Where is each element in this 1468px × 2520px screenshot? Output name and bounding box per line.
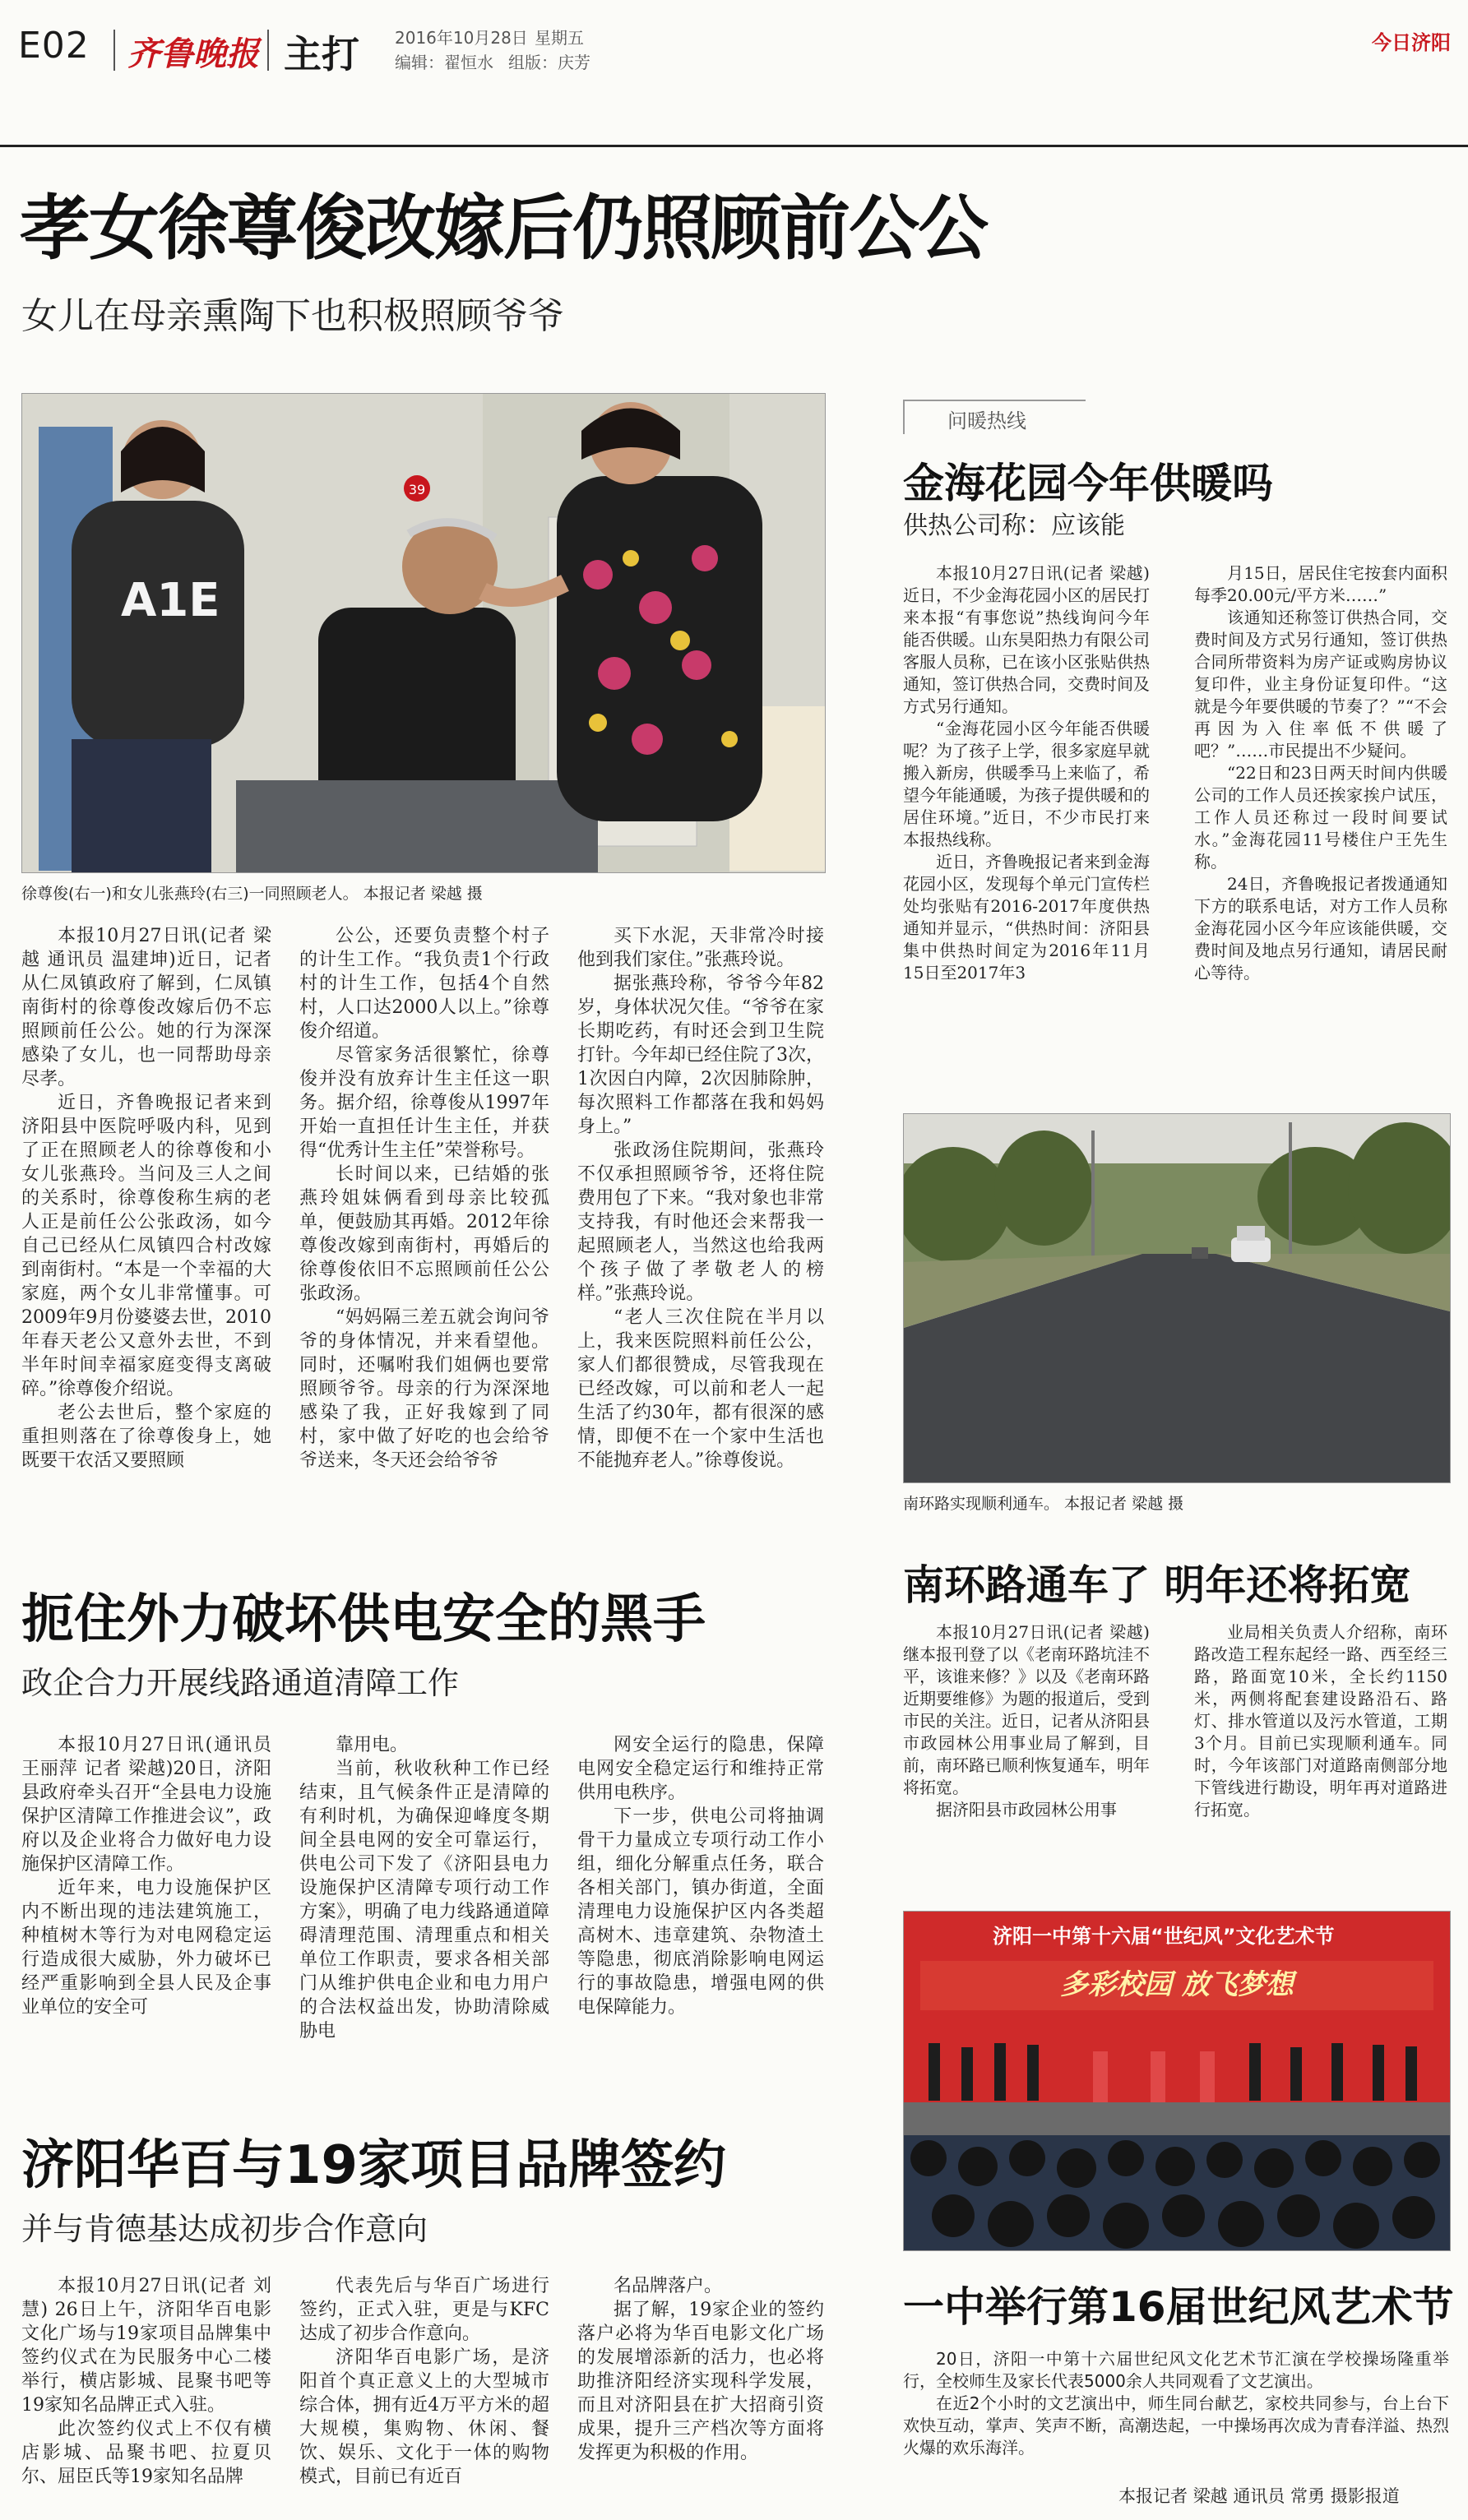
paragraph: 月15日，居民住宅按套内面积每季20.00元/平方米……”: [1194, 563, 1447, 605]
issue-weekday: 星期五: [535, 28, 584, 48]
road-body-col2: [1194, 1621, 1447, 1868]
lead-subhead: 女儿在母亲熏陶下也积极照顾爷爷: [21, 295, 564, 337]
paragraph: 靠用电。: [336, 1735, 409, 1755]
paragraph: 近年来，电力设施保护区内不断出现的违法建筑施工，种植树木等行为对电网稳定运行造成很大威胁，外力破坏已经严重影响到全县人民及企事业单位的安全可: [21, 1878, 271, 2018]
paragraph: 长时间以来，已结婚的张燕玲姐妹俩看到母亲比较孤单，便鼓励其再婚。2012年徐尊俊改嫁到南街村，再婚后的徐尊俊依旧不忘照顾前任公公张政汤。: [299, 1164, 549, 1304]
section-title: 主打: [284, 32, 359, 76]
shirt-print: A1E: [121, 574, 220, 627]
art-body: [903, 2348, 1449, 2471]
paragraph: 网安全运行的隐患，保障电网安全稳定运行和维持正常供用电秩序。: [577, 1735, 824, 1803]
masthead-rule: [0, 145, 1468, 147]
art-headline: 一中举行第16届世纪风艺术节: [903, 2283, 1454, 2331]
paragraph: 本报10月27日讯(通讯员 王丽萍 记者 梁越)20日，济阳县政府牵头召开“全县电力设施保护区清障工作推进会议”，政府以及企业将合力做好电力设施保护区清障工作。: [21, 1735, 271, 1875]
issue-date: 2016年10月28日: [395, 28, 528, 48]
lead-body-col1: [21, 924, 271, 1516]
paragraph: 本报10月27日讯(记者 梁越) 近日，不少金海花园小区的居民打来本报“有事您说”热线询问今年能否供暖。山东昊阳热力有限公司客服人员称，已在该小区张贴供热通知，签订供热合同，交费时间及方式另行通知。: [903, 563, 1150, 716]
paragraph: 在近2个小时的文艺演出中，师生同台献艺，家校共同参与，台上台下欢快互动，掌声、笑声不断，高潮迭起，一中操场再次成为青春洋溢、热烈火爆的欢乐海洋。: [903, 2393, 1449, 2458]
art-photo: [903, 1911, 1451, 2251]
paragraph: 本报10月27日讯(记者 刘慧) 26日上午，济阳华百电影文化广场与19家项目品牌集中签约仪式在为民服务中心二楼举行，横店影城、昆聚书吧等19家知名品牌正式入驻。: [21, 2276, 271, 2416]
huabai-headline: 济阳华百与19家项目品牌签约: [21, 2135, 727, 2196]
road-body-col1: [903, 1621, 1150, 1868]
lead-photo-caption: 徐尊俊(右一)和女儿张燕玲(右三)一同照顾老人。 本报记者 梁越 摄: [21, 885, 483, 903]
lead-body-col3: [577, 924, 824, 1516]
paragraph: 据了解，19家企业的签约落户必将为华百电影文化广场的发展增添新的活力，也必将助推济阳经济实现科学发展，而且对济阳县在扩大招商引资成果，提升三产档次等方面将发挥更为积极的作用。: [577, 2300, 824, 2463]
paragraph: 该通知还称签订供热合同，交费时间及方式另行通知，签订供热合同所带资料为房产证或购房协议复印件，业主身份证复印件。“这就是今年要供暖的节奏了？”“不会再因为入住率低不供暖了吧？”……市民提出不少疑问。: [1194, 608, 1447, 761]
heating-headline: 金海花园今年供暖吗: [903, 460, 1273, 507]
ward-number: 39: [408, 482, 426, 497]
stage-slogan: 多彩校园 放飞梦想: [1060, 1968, 1294, 2001]
power-body-col1: [21, 1733, 271, 2062]
heating-body-col2: [1194, 562, 1447, 1056]
paragraph: 下一步，供电公司将抽调骨干力量成立专项行动工作小组，细化分解重点任务，联合各相关部门，镇办街道，全面清理电力设施保护区内各类超高树木、违章建筑、杂物渣土等隐患，彻底消除影响电网运行的事故隐患，增强电网的供电保障能力。: [577, 1806, 824, 2018]
heating-body-col1: [903, 562, 1150, 1056]
page-code: E02: [18, 25, 90, 67]
paragraph: 张政汤住院期间，张燕玲不仅承担照顾爷爷，还将住院费用包了下来。“我对象也非常支持我，有时他还会来帮我一起照顾老人，当然这也给我两个孩子做了孝敬老人的榜样。”张燕玲说。: [577, 1140, 824, 1304]
paragraph: 业局相关负责人介绍称，南环路改造工程东起经一路、西至经三路，路面宽10米，全长约1150米，两侧将配套建设路沿石、路灯、排水管道以及污水管道，工期3个月。目前已实现顺利通车。同时，今年该部门对道路南侧部分地下管线进行勘设，明年再对道路进行拓宽。: [1194, 1622, 1447, 1819]
paragraph: “老人三次住院在半月以上，我来医院照料前任公公，家人们都很赞成，尽管我现在已经改嫁，可以前和老人一起生活了约30年，都有很深的感情，即便不在一个家中生活也不能抛弃老人。”徐尊俊说。: [577, 1307, 824, 1471]
paragraph: 代表先后与华百广场进行签约，正式入驻，更是与KFC达成了初步合作意向。: [299, 2276, 549, 2344]
road-scene: [904, 1114, 1450, 1482]
paragraph: “金海花园小区今年能否供暖呢？为了孩子上学，很多家庭早就搬入新房，供暖季马上来临了，希望今年能通暖，为孩子提供暖和的居住环境。”近日，不少市民打来本报热线称。: [903, 719, 1150, 849]
paragraph: 济阳华百电影广场，是济阳首个真正意义上的大型城市综合体，拥有近4万平方米的超大规模，集购物、休闲、餐饮、娱乐、文化于一体的购物模式，目前已有近百: [299, 2347, 549, 2487]
lead-body-col2: [299, 924, 549, 1516]
road-photo: [903, 1113, 1451, 1483]
paper-logo: 齐鲁晚报: [127, 35, 259, 73]
power-body-col2: [299, 1733, 549, 2062]
festival-banner: 济阳一中第十六届“世纪风”文化艺术节: [993, 1925, 1335, 1948]
paragraph: 名品牌落户。: [614, 2276, 723, 2296]
paragraph: 本报10月27日讯(记者 梁越) 继本报刊登了以《老南环路坑洼不平，该谁来修？》以及《老南环路近期要维修》为题的报道后，受到市民的关注。近日，记者从济阳县市政园林公用事业局了解到，目前，南环路已顺利恢复通车，明年将拓宽。: [903, 1622, 1150, 1797]
power-body-col3: [577, 1733, 824, 2062]
paragraph: 老公去世后，整个家庭的重担则落在了徐尊俊身上，她既要干农活又要照顾: [21, 1403, 271, 1471]
edition-name: 今日济阳: [1372, 31, 1451, 54]
huabai-body-col1: [21, 2274, 271, 2513]
column-tag: 问暖热线: [947, 409, 1026, 432]
paragraph: 当前，秋收秋种工作已经结束，且气候条件正是清障的有利时机，为确保迎峰度冬期间全县电网的安全可靠运行，供电公司下发了《济阳县电力设施保护区清障专项行动工作方案》，明确了电力线路通道障碍清理范围、清理重点和相关单位工作职责，要求各相关部门从维护供电企业和电力用户的合法权益出发，协助清除威胁电: [299, 1759, 549, 2041]
editor-credit: 编辑：翟恒水: [395, 53, 493, 72]
road-photo-caption: 南环路实现顺利通车。 本报记者 梁越 摄: [903, 1495, 1184, 1513]
paragraph: 据张燕玲称，爷爷今年82岁，身体状况欠佳。“爷爷在家长期吃药，有时还会到卫生院打针。今年却已经住院了3次，1次因白内障，2次因肺除肿，每次照料工作都落在我和妈妈身上。”: [577, 973, 824, 1137]
lead-headline: 孝女徐尊俊改嫁后仍照顾前公公: [20, 187, 987, 270]
road-headline: 南环路通车了 明年还将拓宽: [903, 1561, 1411, 1609]
paragraph: 此次签约仪式上不仅有横店影城、品聚书吧、拉夏贝尔、屈臣氏等19家知名品牌: [21, 2419, 271, 2487]
heating-subhead: 供热公司称：应该能: [903, 511, 1125, 540]
divider: [267, 30, 269, 71]
layout-credit: 组版：庆芳: [508, 53, 590, 72]
paragraph: 公公，还要负责整个村子的计生工作。“我负责1个行政村的计生工作，包括4个自然村，人口达2000人以上。”徐尊俊介绍道。: [299, 926, 549, 1042]
paragraph: “妈妈隔三差五就会询问爷爷的身体情况，并来看望他。同时，还嘱咐我们姐俩也要常照顾爷爷。母亲的行为深深地感染了我，正好我嫁到了同村，家中做了好吃的也会给爷爷送来，冬天还会给爷爷: [299, 1307, 549, 1471]
huabai-body-col2: [299, 2274, 549, 2513]
paragraph: 本报10月27日讯(记者 梁越 通讯员 温建坤)近日，记者从仁凤镇政府了解到，仁凤镇南街村的徐尊俊改嫁后仍不忘照顾前任公公。她的行为深深感染了女儿，也一同帮助母亲尽孝。: [21, 926, 271, 1089]
art-credit: 本报记者 梁越 通讯员 常勇 摄影报道: [1118, 2486, 1400, 2506]
paragraph: 买下水泥，天非常冷时接他到我们家住。”张燕玲说。: [577, 926, 824, 970]
power-subhead: 政企合力开展线路通道清障工作: [21, 1665, 460, 1701]
lead-photo: [21, 393, 826, 873]
paragraph: 尽管家务活很繁忙，徐尊俊并没有放弃计生主任这一职务。据介绍，徐尊俊从1997年开始一直担任计生主任，并获得“优秀计生主任”荣誉称号。: [299, 1045, 549, 1161]
paragraph: “22日和23日两天时间内供暖公司的工作人员还挨家挨户试压，工作人员还称过一段时间要试水。”金海花园11号楼住户王先生称。: [1194, 763, 1447, 872]
paragraph: 据济阳县市政园林公用事: [936, 1800, 1117, 1819]
paragraph: 近日，齐鲁晚报记者来到济阳县中医院呼吸内科，见到了正在照顾老人的徐尊俊和小女儿张燕玲。当问及三人之间的关系时，徐尊俊称生病的老人正是前任公公张政汤，如今自己已经从仁凤镇四合村改嫁到南街村。“本是一个幸福的大家庭，两个女儿非常懂事。可2009年9月份婆婆去世，2010年春天老公又意外去世，不到半年时间幸福家庭变得支离破碎。”徐尊俊介绍说。: [21, 1093, 271, 1399]
huabai-body-col3: [577, 2274, 824, 2513]
huabai-subhead: 并与肯德基达成初步合作意向: [21, 2211, 428, 2247]
paragraph: 近日，齐鲁晚报记者来到金海花园小区，发现每个单元门宣传栏处均张贴有2016-2017年度供热通知并显示，“供热时间：济阳县集中供热时间定为2016年11月15日至2017年3: [903, 852, 1150, 983]
divider: [113, 30, 115, 71]
paragraph: 20日，济阳一中第十六届世纪风文化艺术节汇演在学校操场隆重举行，全校师生及家长代表5000余人共同观看了文艺演出。: [903, 2349, 1449, 2391]
power-headline: 扼住外力破坏供电安全的黑手: [21, 1589, 706, 1650]
stage-scene: [904, 1912, 1450, 2250]
hospital-scene: [22, 394, 825, 872]
masthead: [0, 0, 1468, 148]
paragraph: 24日，齐鲁晚报记者拨通通知下方的联系电话，对方工作人员称金海花园小区今年应该能供暖，交费时间及地点另行通知，请居民耐心等待。: [1194, 874, 1447, 983]
